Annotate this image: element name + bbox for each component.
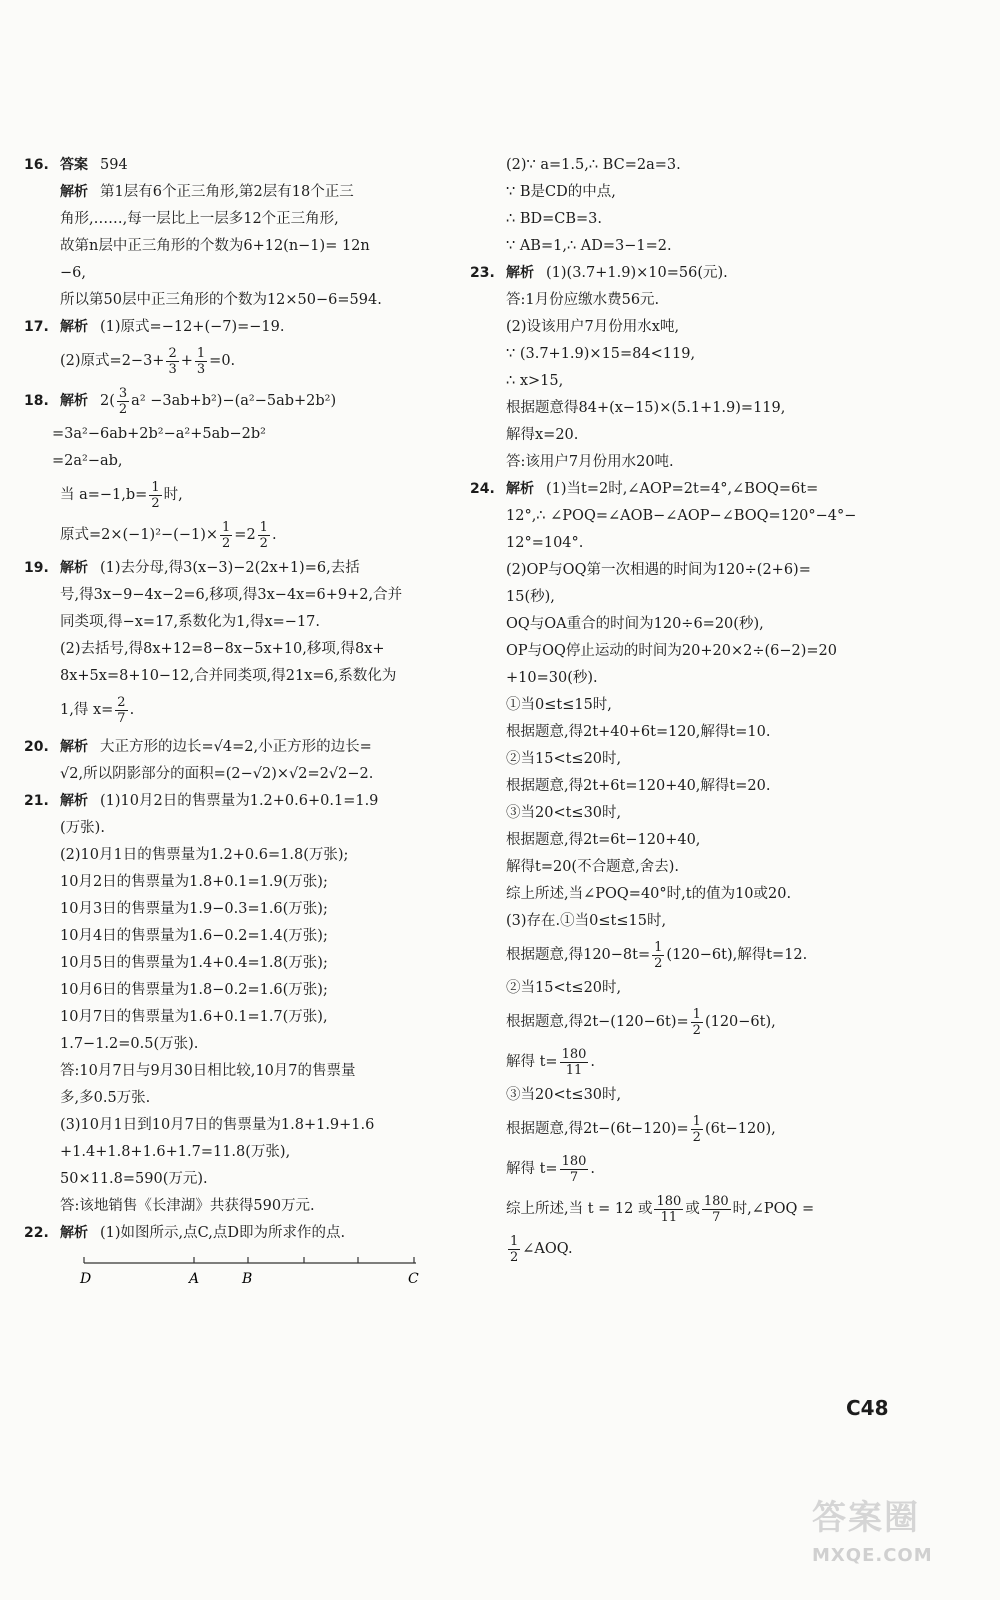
text-line: (2)10月1日的售票量为1.2+0.6=1.8(万张); — [60, 847, 349, 863]
text-line: ②当15<t≤20时, — [506, 751, 622, 767]
text-line: 10月2日的售票量为1.8+0.1=1.9(万张); — [60, 874, 328, 890]
text-line: 角形,……,每一层比上一层多12个正三角形, — [60, 211, 339, 227]
number-line-figure — [24, 1253, 444, 1295]
fraction: $\frac{180}{7}$ — [561, 1153, 587, 1185]
fraction: $\frac{180}{7}$ — [703, 1193, 729, 1225]
text-segment: . — [129, 702, 135, 718]
fraction: $\frac{3}{2}$ — [118, 385, 128, 417]
fraction: $\frac{1}{2}$ — [510, 1233, 519, 1265]
text-line: 50×11.8=590(万元). — [60, 1171, 208, 1187]
question-number: 24. — [470, 481, 495, 497]
text-line: 大正方形的边长=√4=2,小正方形的边长= — [100, 739, 372, 755]
text-segment: 综上所述,当 t = 12 或 — [506, 1201, 653, 1217]
text-segment: . — [271, 527, 277, 543]
text-line: 答:该地销售《长津湖》共获得590万元. — [60, 1198, 315, 1214]
text-line: 所以第50层中正三角形的个数为12×50−6=594. — [60, 292, 382, 308]
text-line: 10月5日的售票量为1.4+0.4=1.8(万张); — [60, 955, 328, 971]
text-line: =2a²−ab, — [52, 453, 123, 469]
fraction: $\frac{1}{2}$ — [259, 519, 268, 551]
text-line: 同类项,得−x=17,系数化为1,得x=−17. — [60, 614, 321, 630]
fraction: $\frac{2}{3}$ — [168, 345, 177, 377]
text-line: (1)10月2日的售票量为1.2+0.6+0.1=1.9 — [100, 793, 379, 809]
text-line — [60, 515, 464, 555]
text-segment: (2)原式=2−3+ — [60, 353, 165, 369]
watermark-site: MXQE.COM — [812, 1545, 933, 1566]
question-16 — [24, 152, 464, 314]
text-line: 12°=104°. — [506, 535, 584, 551]
text-line: (1)(3.7+1.9)×10=56(元). — [546, 265, 728, 281]
point-label-B: B — [242, 1271, 253, 1287]
text-segment: a² −3ab+b²)−(a²−5ab+2b²) — [131, 393, 337, 409]
text-line: (3)10月1日到10月7日的售票量为1.8+1.9+1.6 — [60, 1117, 375, 1133]
text-line: 答:该用户7月份用水20吨. — [506, 454, 674, 470]
fraction: $\frac{180}{11}$ — [561, 1046, 587, 1078]
fraction: $\frac{1}{2}$ — [692, 1006, 701, 1038]
text-segment: 时, — [163, 487, 183, 503]
text-line — [60, 475, 464, 515]
text-line: 答:10月7日与9月30日相比较,10月7的售票量 — [60, 1063, 356, 1079]
page-number: C48 — [846, 1396, 889, 1420]
text-line: ①当0≤t≤15时, — [506, 697, 612, 713]
fraction: $\frac{2}{7}$ — [117, 694, 126, 726]
text-segment: . — [590, 1054, 596, 1070]
text-line: ∵ AB=1,∴ AD=3−1=2. — [506, 238, 672, 254]
text-line: ③当20<t≤30时, — [506, 805, 622, 821]
text-line: √2,所以阴影部分的面积=(2−√2)×√2=2√2−2. — [60, 766, 374, 782]
question-number: 22. — [24, 1225, 49, 1241]
text-line: 多,多0.5万张. — [60, 1090, 151, 1106]
analysis-tag: 解析 — [506, 265, 534, 281]
text-segment: . — [590, 1161, 596, 1177]
text-line: (1)如图所示,点C,点D即为所求作的点. — [100, 1225, 346, 1241]
question-number: 16. — [24, 157, 49, 173]
text-line: OP与OQ停止运动的时间为20+20×2÷(6−2)=20 — [506, 643, 838, 659]
text-line — [506, 935, 910, 975]
answer-value: 594 — [100, 157, 128, 173]
text-line: (万张). — [60, 820, 105, 836]
text-line: 8x+5x=8+10−12,合并同类项,得21x=6,系数化为 — [60, 668, 397, 684]
question-24 — [470, 476, 910, 1269]
question-17 — [24, 314, 464, 381]
text-line: 15(秒), — [506, 589, 555, 605]
question-18 — [24, 381, 464, 555]
text-segment: 解得 t= — [506, 1161, 558, 1177]
text-segment: 解得 t= — [506, 1054, 558, 1070]
point-label-C: C — [408, 1271, 419, 1287]
text-segment: 根据题意,得2t−(120−6t)= — [506, 1014, 689, 1030]
analysis-tag: 解析 — [60, 184, 88, 200]
watermark — [812, 1490, 992, 1590]
text-line — [506, 1002, 910, 1042]
text-line: 根据题意,得2t=6t−120+40, — [506, 832, 701, 848]
text-line: +1.4+1.8+1.6+1.7=11.8(万张), — [60, 1144, 291, 1160]
text-line: (1)去分母,得3(x−3)−2(2x+1)=6,去括 — [100, 560, 360, 576]
text-line: ∵ B是CD的中点, — [506, 184, 616, 200]
text-segment: 当 a=−1,b= — [60, 487, 148, 503]
text-line: 解得t=20(不合题意,舍去). — [506, 859, 679, 875]
text-segment: 2( — [100, 393, 115, 409]
text-line: =3a²−6ab+2b²−a²+5ab−2b² — [52, 426, 266, 442]
watermark-logo: 答案圈 — [812, 1498, 920, 1538]
text-line: ∵ (3.7+1.9)×15=84<119, — [506, 346, 696, 362]
text-segment: (120−6t), — [704, 1014, 776, 1030]
text-line: (1)原式=−12+(−7)=−19. — [100, 319, 285, 335]
point-label-A: A — [189, 1271, 200, 1287]
analysis-tag: 解析 — [506, 481, 534, 497]
text-line: 根据题意,得2t+40+6t=120,解得t=10. — [506, 724, 771, 740]
fraction: $\frac{1}{3}$ — [196, 345, 206, 377]
question-number: 20. — [24, 739, 49, 755]
analysis-tag: 解析 — [60, 560, 88, 576]
text-line: −6, — [60, 265, 86, 281]
text-segment: 原式=2×(−1)²−(−1)× — [60, 527, 219, 543]
text-line: (2)设该用户7月份用水x吨, — [506, 319, 680, 335]
text-line: ∴ BD=CB=3. — [506, 211, 602, 227]
text-line: OQ与OA重合的时间为120÷6=20(秒), — [506, 616, 764, 632]
text-segment: 时,∠POQ = — [732, 1201, 815, 1217]
text-segment: ∠AOQ. — [522, 1241, 573, 1257]
text-line: 10月6日的售票量为1.8−0.2=1.6(万张); — [60, 982, 328, 998]
text-line — [506, 1149, 910, 1189]
text-line: 10月7日的售票量为1.6+0.1=1.7(万张), — [60, 1009, 328, 1025]
text-line — [60, 690, 464, 730]
text-line: ②当15<t≤20时, — [506, 980, 622, 996]
question-23 — [470, 260, 910, 476]
question-22-continued — [470, 152, 910, 260]
text-line: 12°,∴ ∠POQ=∠AOB−∠AOP−∠BOQ=120°−4°− — [506, 508, 857, 524]
text-segment: =2 — [234, 527, 256, 543]
text-line: (3)存在.①当0≤t≤15时, — [506, 913, 667, 929]
question-22 — [24, 1220, 464, 1247]
analysis-tag: 解析 — [60, 393, 88, 409]
text-line — [506, 1109, 910, 1149]
question-number: 21. — [24, 793, 49, 809]
answer-tag: 答案 — [60, 157, 88, 173]
question-number: 17. — [24, 319, 49, 335]
text-segment: 根据题意,得120−8t= — [506, 947, 651, 963]
fraction: $\frac{1}{2}$ — [151, 479, 160, 511]
text-line: (2)OP与OQ第一次相遇的时间为120÷(2+6)= — [506, 562, 811, 578]
text-line: 10月3日的售票量为1.9−0.3=1.6(万张); — [60, 901, 328, 917]
text-line — [506, 1042, 910, 1082]
text-line: 根据题意,得2t+6t=120+40,解得t=20. — [506, 778, 771, 794]
text-segment: 根据题意,得2t−(6t−120)= — [506, 1121, 689, 1137]
text-line: ③当20<t≤30时, — [506, 1087, 622, 1103]
right-column — [470, 152, 910, 1269]
fraction: $\frac{1}{2}$ — [222, 519, 231, 551]
text-line: 答:1月份应缴水费56元. — [506, 292, 660, 308]
analysis-tag: 解析 — [60, 793, 88, 809]
question-number: 23. — [470, 265, 495, 281]
fraction: $\frac{1}{2}$ — [654, 939, 663, 971]
text-segment: (6t−120), — [704, 1121, 776, 1137]
question-20 — [24, 734, 464, 788]
analysis-tag: 解析 — [60, 1225, 88, 1241]
text-line: 10月4日的售票量为1.6−0.2=1.4(万张); — [60, 928, 328, 944]
text-line: +10=30(秒). — [506, 670, 598, 686]
text-line — [60, 341, 464, 381]
text-segment: =0. — [209, 353, 236, 369]
text-line — [506, 1229, 910, 1269]
fraction: $\frac{1}{2}$ — [692, 1113, 701, 1145]
point-label-D: D — [80, 1271, 92, 1287]
question-19 — [24, 555, 464, 730]
text-line: 故第n层中正三角形的个数为6+12(n−1)= 12n — [60, 238, 370, 254]
text-line: (1)当t=2时,∠AOP=2t=4°,∠BOQ=6t= — [546, 481, 819, 497]
text-line: ∴ x>15, — [506, 373, 564, 389]
text-segment: 或 — [685, 1201, 700, 1217]
text-line: 号,得3x−9−4x−2=6,移项,得3x−4x=6+9+2,合并 — [60, 587, 403, 603]
text-line: 1.7−1.2=0.5(万张). — [60, 1036, 199, 1052]
analysis-tag: 解析 — [60, 739, 88, 755]
left-column — [24, 152, 464, 1305]
analysis-tag: 解析 — [60, 319, 88, 335]
text-line: 根据题意得84+(x−15)×(5.1+1.9)=119, — [506, 400, 786, 416]
text-line: 第1层有6个正三角形,第2层有18个正三 — [100, 184, 354, 200]
text-segment: + — [180, 353, 193, 369]
fraction: $\frac{180}{11}$ — [656, 1193, 682, 1225]
text-line: 综上所述,当∠POQ=40°时,t的值为10或20. — [506, 886, 792, 902]
text-line: 解得x=20. — [506, 427, 579, 443]
question-number: 18. — [24, 393, 49, 409]
text-line: (2)∵ a=1.5,∴ BC=2a=3. — [506, 157, 681, 173]
text-segment: 1,得 x= — [60, 702, 114, 718]
question-21 — [24, 788, 464, 1220]
text-line: (2)去括号,得8x+12=8−8x−5x+10,移项,得8x+ — [60, 641, 385, 657]
question-number: 19. — [24, 560, 49, 576]
text-line — [506, 1189, 910, 1229]
text-segment: (120−6t),解得t=12. — [666, 947, 808, 963]
